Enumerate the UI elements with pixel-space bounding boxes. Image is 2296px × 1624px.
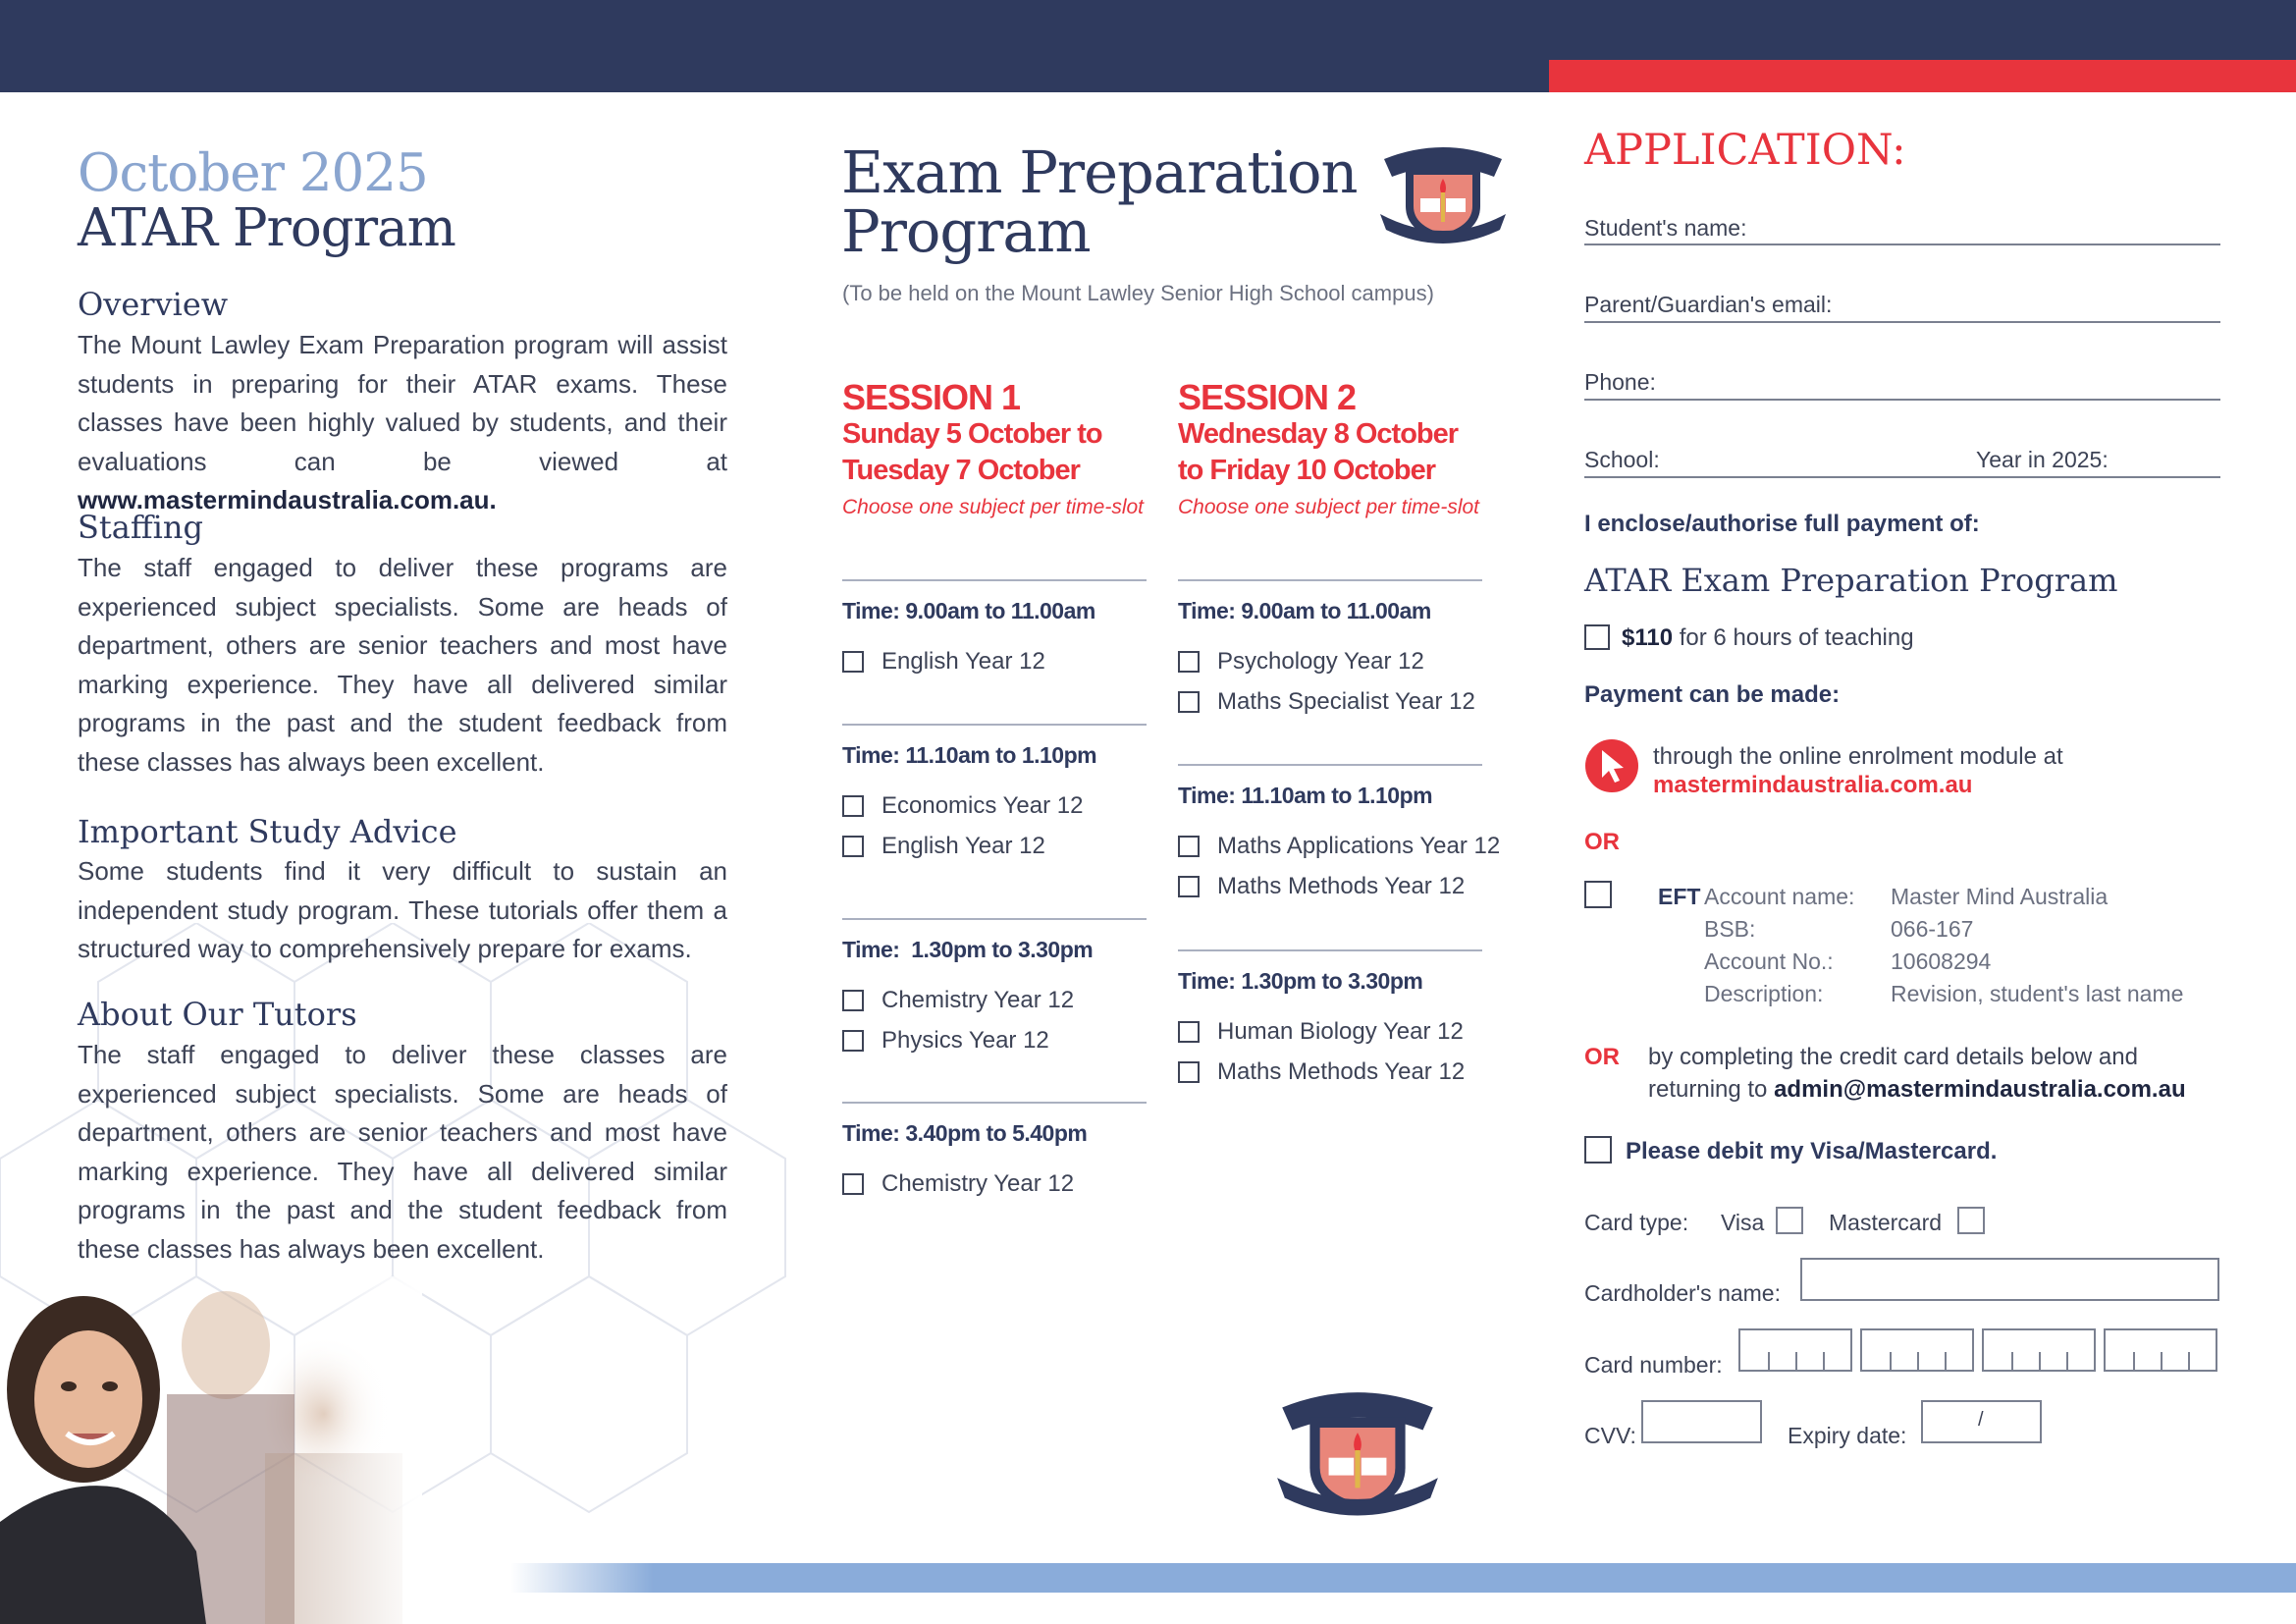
- payment-label: Payment can be made:: [1584, 681, 1841, 708]
- student-name-label: Student's name:: [1584, 215, 1747, 241]
- overview-heading: Overview: [78, 286, 229, 323]
- card-number-input[interactable]: [1738, 1328, 1852, 1372]
- visa-label: Visa: [1721, 1210, 1765, 1235]
- expiry-slash: /: [1978, 1409, 1984, 1431]
- description-value: Revision, student's last name: [1891, 981, 2184, 1006]
- subject-label: Psychology Year 12: [1217, 648, 1424, 675]
- slot-divider: [1178, 949, 1482, 951]
- expiry-input[interactable]: [1921, 1400, 2042, 1443]
- phone-label: Phone:: [1584, 369, 1656, 395]
- program-name: ATAR Exam Preparation Program: [1584, 562, 2118, 599]
- digit-separator: [2188, 1352, 2190, 1370]
- subject-label: Physics Year 12: [881, 1027, 1049, 1054]
- cardholder-label: Cardholder's name:: [1584, 1280, 1781, 1306]
- account-no-key: Account No.:: [1704, 948, 1834, 974]
- slot-time: Time: 1.30pm to 3.30pm: [842, 937, 1094, 962]
- card-text-line1: by completing the credit card details below and: [1648, 1044, 2138, 1070]
- digit-separator: [1917, 1352, 1919, 1370]
- digit-separator: [1795, 1352, 1797, 1370]
- slot-time: Time: 1.30pm to 3.30pm: [1178, 968, 1423, 994]
- digit-separator: [2066, 1352, 2068, 1370]
- session-1-dates-line2: Tuesday 7 October: [842, 455, 1080, 486]
- slot-time: Time: 9.00am to 11.00am: [842, 598, 1095, 623]
- subject-label: English Year 12: [881, 833, 1045, 859]
- card-number-label: Card number:: [1584, 1352, 1723, 1378]
- slot-divider: [1178, 579, 1482, 581]
- card-number-input[interactable]: [1982, 1328, 2096, 1372]
- account-name-key: Account name:: [1704, 884, 1855, 909]
- session-1-note: Choose one subject per time-slot: [842, 496, 1144, 518]
- subject-checkbox[interactable]: [842, 1173, 864, 1195]
- digit-separator: [2039, 1352, 2041, 1370]
- session-2-dates-line2: to Friday 10 October: [1178, 455, 1436, 486]
- cardholder-input[interactable]: [1800, 1258, 2219, 1301]
- subject-checkbox[interactable]: [842, 836, 864, 857]
- slot-time: Time: 11.10am to 1.10pm: [842, 742, 1097, 768]
- admin-email-link[interactable]: admin@mastermindaustralia.com.au: [1774, 1076, 2186, 1103]
- school-crest-bottom-icon: [1272, 1380, 1443, 1521]
- card-number-input[interactable]: [1860, 1328, 1974, 1372]
- eft-label: EFT: [1658, 884, 1701, 909]
- bsb-value: 066-167: [1891, 916, 1974, 942]
- application-title: APPLICATION:: [1584, 126, 1906, 175]
- cvv-input[interactable]: [1641, 1400, 1762, 1443]
- debit-label: Please debit my Visa/Mastercard.: [1626, 1138, 1998, 1164]
- mastercard-label: Mastercard: [1829, 1210, 1943, 1235]
- eft-checkbox[interactable]: [1584, 881, 1612, 908]
- slot-time: Time: 9.00am to 11.00am: [1178, 598, 1431, 623]
- digit-separator: [1768, 1352, 1770, 1370]
- slot-divider: [842, 724, 1147, 726]
- digit-separator: [2011, 1352, 2013, 1370]
- digit-separator: [2161, 1352, 2163, 1370]
- phone-field[interactable]: [1584, 399, 2220, 401]
- cvv-label: CVV:: [1584, 1423, 1636, 1448]
- digit-separator: [2133, 1352, 2135, 1370]
- online-link[interactable]: mastermindaustralia.com.au: [1653, 772, 1973, 798]
- digit-separator: [1945, 1352, 1947, 1370]
- subject-checkbox[interactable]: [842, 1030, 864, 1052]
- study-advice-text: Some students find it very difficult to sustain an independent study program. These tutorials offer them a structured way to comprehensively prepare for exams.: [78, 856, 727, 963]
- card-type-label: Card type:: [1584, 1210, 1689, 1235]
- subject-checkbox[interactable]: [1178, 876, 1200, 897]
- card-number-input[interactable]: [2104, 1328, 2217, 1372]
- session-2-dates-line1: Wednesday 8 October: [1178, 418, 1459, 450]
- card-text-returning: returning to: [1648, 1076, 1768, 1103]
- top-red-accent: [1549, 60, 2296, 92]
- staffing-text: The staff engaged to deliver these programs are experienced subject specialists. Some are heads of department, others are senior teachers and most have marking experience. They have all delivered similar programs in the past and the student feedback from these classes has always been excellent.: [78, 553, 727, 777]
- slot-time: Time: 3.40pm to 5.40pm: [842, 1120, 1088, 1146]
- account-name-value: Master Mind Australia: [1891, 884, 2109, 909]
- exam-title-line1: Exam Preparation: [841, 138, 1358, 206]
- overview-body: The Mount Lawley Exam Preparation program will assist students in preparing for their ATAR exams. These classes have been highly valued by students, and their evaluations can be viewed at: [78, 330, 727, 476]
- parent-email-label: Parent/Guardian's email:: [1584, 292, 1833, 317]
- students-photo: [0, 1276, 422, 1624]
- slot-divider: [842, 1102, 1147, 1104]
- session-2-note: Choose one subject per time-slot: [1178, 496, 1479, 518]
- exam-title-line2: Program: [841, 197, 1091, 265]
- session-2-title: SESSION 2: [1178, 377, 1357, 417]
- slot-divider: [842, 579, 1147, 581]
- subject-checkbox[interactable]: [842, 990, 864, 1011]
- subject-label: Chemistry Year 12: [881, 1170, 1075, 1197]
- program-title: ATAR Program: [78, 198, 455, 258]
- digit-separator: [1890, 1352, 1892, 1370]
- year-label: Year in 2025:: [1976, 447, 2109, 472]
- visa-checkbox[interactable]: [1776, 1207, 1803, 1234]
- school-label: School:: [1584, 447, 1660, 472]
- subject-checkbox[interactable]: [842, 651, 864, 673]
- website-link[interactable]: www.mastermindaustralia.com.au.: [78, 485, 497, 514]
- tutors-text: The staff engaged to deliver these classes are experienced subject specialists. Some are heads of department, others are senior teachers and most have marking experience. They have all delivered similar programs in the past and the student feedback from these classes has always been excellent.: [78, 1040, 727, 1264]
- enclose-payment-label: I enclose/authorise full payment of:: [1584, 511, 1980, 537]
- subject-label: Chemistry Year 12: [881, 987, 1075, 1013]
- subject-label: Maths Specialist Year 12: [1217, 688, 1475, 715]
- bsb-key: BSB:: [1704, 916, 1756, 942]
- exam-program-title: [841, 138, 1358, 265]
- subject-label: Maths Applications Year 12: [1217, 833, 1501, 859]
- parent-email-field[interactable]: [1584, 321, 2220, 323]
- subject-checkbox[interactable]: [1178, 651, 1200, 673]
- subject-checkbox[interactable]: [1178, 1061, 1200, 1083]
- school-crest-icon: [1376, 137, 1510, 247]
- session-1-dates-line1: Sunday 5 October to: [842, 418, 1102, 450]
- school-year-field[interactable]: [1584, 476, 2220, 478]
- price-line: [1622, 624, 1914, 652]
- subject-label: Maths Methods Year 12: [1217, 873, 1466, 899]
- campus-note: (To be held on the Mount Lawley Senior High School campus): [842, 281, 1434, 305]
- subject-checkbox[interactable]: [842, 795, 864, 817]
- slot-time: Time: 11.10am to 1.10pm: [1178, 783, 1433, 808]
- overview-text: [78, 326, 727, 520]
- tutors-heading: About Our Tutors: [78, 996, 357, 1033]
- mastercard-checkbox[interactable]: [1957, 1207, 1985, 1234]
- cursor-icon: [1584, 738, 1639, 793]
- subject-label: Economics Year 12: [881, 792, 1084, 819]
- session-1-title: SESSION 1: [842, 377, 1021, 417]
- or-separator-2: OR: [1584, 1044, 1620, 1070]
- subject-checkbox[interactable]: [1178, 836, 1200, 857]
- subject-label: English Year 12: [881, 648, 1045, 675]
- slot-divider: [842, 918, 1147, 920]
- account-no-value: 10608294: [1891, 948, 1992, 974]
- description-key: Description:: [1704, 981, 1824, 1006]
- subject-label: Human Biology Year 12: [1217, 1018, 1464, 1045]
- subject-checkbox[interactable]: [1178, 1021, 1200, 1043]
- price: $110: [1622, 624, 1674, 651]
- subject-checkbox[interactable]: [1178, 691, 1200, 713]
- card-text-line2: [1648, 1076, 2186, 1104]
- slot-divider: [1178, 764, 1482, 766]
- subject-label: Maths Methods Year 12: [1217, 1058, 1466, 1085]
- expiry-label: Expiry date:: [1788, 1423, 1907, 1448]
- debit-checkbox[interactable]: [1584, 1136, 1612, 1164]
- program-checkbox[interactable]: [1584, 624, 1610, 650]
- program-month-title: October 2025: [78, 143, 428, 203]
- student-name-field[interactable]: [1584, 244, 2220, 245]
- staffing-heading: Staffing: [78, 509, 203, 546]
- or-separator-1: OR: [1584, 829, 1620, 855]
- online-text: through the online enrolment module at: [1653, 743, 2063, 770]
- digit-separator: [1823, 1352, 1825, 1370]
- price-description: for 6 hours of teaching: [1679, 624, 1914, 651]
- study-advice-heading: Important Study Advice: [78, 813, 457, 850]
